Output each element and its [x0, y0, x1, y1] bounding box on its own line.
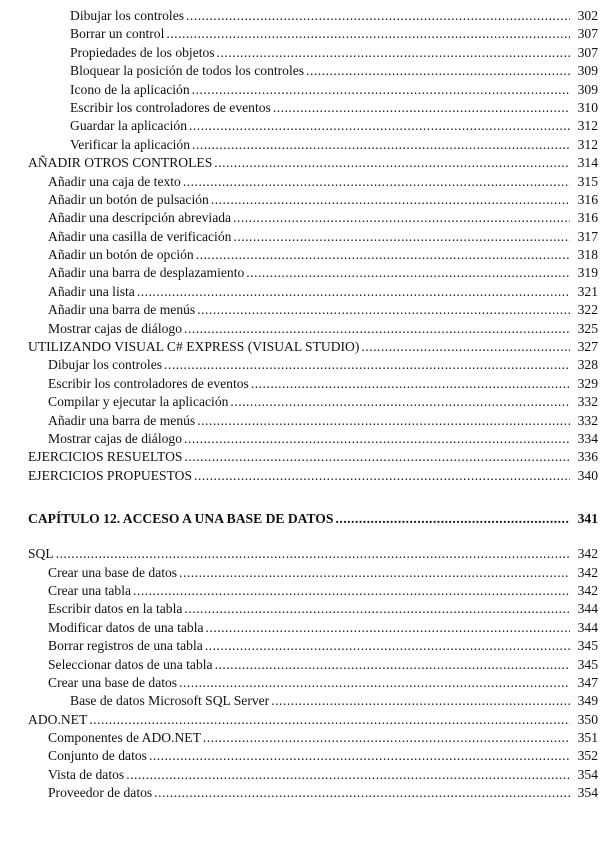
toc-entry-leader	[0, 246, 570, 264]
toc-dot-leader	[89, 711, 570, 729]
toc-dot-leader	[192, 136, 570, 154]
toc-entry	[0, 25, 600, 43]
toc-entry-leader	[0, 173, 570, 191]
toc-entry-leader	[0, 136, 570, 154]
toc-entry	[0, 674, 600, 692]
toc-entry-title: Crear una base de datos	[48, 564, 179, 582]
toc-entry	[0, 711, 600, 729]
toc-entry-title: Mostrar cajas de diálogo	[48, 430, 184, 448]
toc-chapter-entry	[0, 507, 600, 531]
toc-entry-leader	[0, 7, 570, 25]
toc-entry-leader	[0, 356, 570, 374]
toc-entry-title: Añadir una barra de desplazamiento	[48, 264, 246, 282]
toc-dot-leader	[205, 637, 570, 655]
toc-entry-page: 312	[577, 136, 598, 152]
toc-entry-page: 332	[577, 412, 598, 428]
toc-entry-title: Escribir los controladores de eventos	[48, 375, 251, 393]
toc-entry-page: 344	[577, 619, 598, 635]
toc-entry	[0, 62, 600, 80]
toc-entry-title: Bloquear la posición de todos los controles	[70, 62, 306, 80]
toc-entry	[0, 228, 600, 246]
toc-entry	[0, 766, 600, 784]
toc-entry-leader	[0, 582, 570, 600]
toc-entry-title: UTILIZANDO VISUAL C# EXPRESS (VISUAL STUDIO)	[28, 338, 361, 356]
toc-entry-title: SQL	[28, 545, 56, 563]
toc-entry-leader	[0, 154, 570, 172]
toc-entry-page: 349	[577, 693, 598, 709]
toc-entry-title: Crear una base de datos	[48, 674, 179, 692]
toc-dot-leader	[137, 283, 570, 301]
spacer	[0, 485, 600, 507]
toc-entry	[0, 44, 600, 62]
toc-dot-leader	[217, 44, 570, 62]
toc-dot-leader	[246, 264, 570, 282]
toc-dot-leader	[154, 784, 570, 802]
toc-entry-leader	[0, 711, 570, 729]
toc-entry-title: Escribir los controladores de eventos	[70, 99, 273, 117]
toc-entry-page: 354	[577, 766, 598, 782]
toc-entry	[0, 412, 600, 430]
toc-entry-title: Añadir una barra de menús	[48, 412, 197, 430]
toc-entry	[0, 136, 600, 154]
toc-entry-page: 354	[577, 785, 598, 801]
toc-entry	[0, 729, 600, 747]
toc-entry-title: Añadir un botón de opción	[48, 246, 196, 264]
toc-entry-title: Icono de la aplicación	[70, 81, 192, 99]
toc-dot-leader	[56, 545, 570, 563]
toc-dot-leader	[179, 674, 570, 692]
toc-entry-title: Añadir una lista	[48, 283, 137, 301]
toc-entry-title: Seleccionar datos de una tabla	[48, 656, 215, 674]
toc-entry-leader	[0, 467, 570, 485]
toc-entry	[0, 320, 600, 338]
toc-entry	[0, 619, 600, 637]
toc-entry-leader	[0, 784, 570, 802]
toc-entry-title: Crear una tabla	[48, 582, 133, 600]
toc-entry	[0, 246, 600, 264]
toc-entry-page: 334	[577, 430, 598, 446]
toc-entry-title: EJERCICIOS PROPUESTOS	[28, 467, 194, 485]
toc-entry-leader	[0, 448, 570, 466]
toc-entry-leader	[0, 320, 570, 338]
toc-entry-leader	[0, 430, 570, 448]
toc-entry-leader	[0, 62, 570, 80]
toc-dot-leader	[164, 356, 570, 374]
toc-entry-title: Compilar y ejecutar la aplicación	[48, 393, 230, 411]
toc-entry-title: AÑADIR OTROS CONTROLES	[28, 154, 214, 172]
toc-entry-leader	[0, 191, 570, 209]
toc-dot-leader	[179, 564, 570, 582]
table-of-contents	[0, 7, 600, 803]
toc-entry-page: 327	[577, 339, 598, 355]
toc-entry-page: 325	[577, 320, 598, 336]
toc-entry-page: 319	[577, 265, 598, 281]
toc-entry-title: Guardar la aplicación	[70, 117, 189, 135]
toc-entry-leader	[0, 674, 570, 692]
toc-entry-title: Añadir una descripción abreviada	[48, 209, 233, 227]
toc-entry-title: Dibujar los controles	[48, 356, 164, 374]
toc-entry-title: Mostrar cajas de diálogo	[48, 320, 184, 338]
toc-dot-leader	[194, 467, 570, 485]
toc-entry-page: 310	[577, 99, 598, 115]
toc-entry-title: EJERCICIOS RESUELTOS	[28, 448, 184, 466]
toc-dot-leader	[184, 448, 570, 466]
toc-entry-leader	[0, 44, 570, 62]
toc-dot-leader	[271, 692, 570, 710]
toc-entry-title: Proveedor de datos	[48, 784, 154, 802]
toc-dot-leader	[126, 766, 570, 784]
toc-entry-page: 347	[577, 674, 598, 690]
toc-entry	[0, 448, 600, 466]
toc-dot-leader	[189, 117, 570, 135]
toc-entry-page: 328	[577, 357, 598, 373]
toc-entry-page: 332	[577, 394, 598, 410]
toc-entry	[0, 430, 600, 448]
toc-dot-leader	[166, 25, 570, 43]
toc-entry-title: Añadir una caja de texto	[48, 173, 183, 191]
toc-entry-page: 345	[577, 656, 598, 672]
toc-entry-leader	[0, 117, 570, 135]
toc-entry	[0, 600, 600, 618]
toc-entry-title: Añadir un botón de pulsación	[48, 191, 211, 209]
toc-entry-page: 342	[577, 582, 598, 598]
toc-dot-leader	[233, 209, 570, 227]
toc-entry-title: Modificar datos de una tabla	[48, 619, 206, 637]
toc-dot-leader	[251, 375, 570, 393]
toc-entry-leader	[0, 766, 570, 784]
toc-entry-page: 317	[577, 228, 598, 244]
toc-entry	[0, 375, 600, 393]
toc-entry-page: 352	[577, 748, 598, 764]
toc-dot-leader	[273, 99, 570, 117]
toc-entry-page: 322	[577, 302, 598, 318]
toc-entry-page: 307	[577, 44, 598, 60]
toc-entry-leader	[0, 545, 570, 563]
toc-entry-page: 329	[577, 375, 598, 391]
toc-dot-leader	[196, 246, 570, 264]
toc-entry	[0, 154, 600, 172]
toc-entry-page: 315	[577, 173, 598, 189]
toc-dot-leader	[184, 600, 570, 618]
toc-entry-title: ADO.NET	[28, 711, 89, 729]
toc-dot-leader	[197, 301, 570, 319]
toc-entry	[0, 784, 600, 802]
toc-entry	[0, 692, 600, 710]
toc-entry	[0, 301, 600, 319]
toc-dot-leader	[149, 747, 570, 765]
toc-entry-leader	[0, 81, 570, 99]
toc-entry-page: 318	[577, 247, 598, 263]
toc-entry-leader	[0, 564, 570, 582]
toc-entry	[0, 393, 600, 411]
toc-entry	[0, 117, 600, 135]
toc-entry-page: 342	[577, 546, 598, 562]
toc-entry-page: 302	[577, 8, 598, 23]
toc-entry-leader	[0, 692, 570, 710]
toc-entry-leader	[0, 412, 570, 430]
toc-entry-leader	[0, 99, 570, 117]
toc-entry	[0, 99, 600, 117]
toc-entry-title: Añadir una barra de menús	[48, 301, 197, 319]
toc-entry-page: 336	[577, 449, 598, 465]
toc-entry-leader	[0, 25, 570, 43]
toc-entry-leader	[0, 375, 570, 393]
toc-entry-page: 307	[577, 26, 598, 42]
toc-entry	[0, 283, 600, 301]
toc-entry-page: 314	[577, 155, 598, 171]
toc-dot-leader	[183, 173, 570, 191]
toc-entry-leader	[0, 729, 570, 747]
toc-entry	[0, 264, 600, 282]
toc-entry-leader	[0, 209, 570, 227]
toc-entry-title: Borrar registros de una tabla	[48, 637, 205, 655]
toc-entry	[0, 338, 600, 356]
toc-dot-leader	[133, 582, 570, 600]
toc-entry	[0, 637, 600, 655]
toc-entry-page: 345	[577, 638, 598, 654]
toc-dot-leader	[361, 338, 570, 356]
toc-entry-title: Componentes de ADO.NET	[48, 729, 203, 747]
toc-entry	[0, 582, 600, 600]
toc-entry-page: 309	[577, 63, 598, 79]
toc-entry-page: 351	[577, 730, 598, 746]
toc-entry-leader	[0, 301, 570, 319]
toc-dot-leader	[186, 7, 570, 25]
toc-entry-title: Conjunto de datos	[48, 747, 149, 765]
toc-entry	[0, 467, 600, 485]
toc-entry-leader	[0, 283, 570, 301]
toc-entry-leader	[0, 637, 570, 655]
toc-entry-page: 344	[577, 601, 598, 617]
toc-entry-title: Añadir una casilla de verificación	[48, 228, 233, 246]
toc-entry	[0, 81, 600, 99]
toc-entry-leader	[0, 507, 570, 531]
toc-entry	[0, 356, 600, 374]
toc-entry	[0, 191, 600, 209]
toc-dot-leader	[184, 320, 570, 338]
toc-dot-leader	[203, 729, 570, 747]
toc-entry-title: Escribir datos en la tabla	[48, 600, 184, 618]
toc-entry	[0, 209, 600, 227]
toc-dot-leader	[192, 81, 570, 99]
toc-dot-leader	[230, 393, 570, 411]
toc-dot-leader	[335, 507, 570, 531]
toc-entry-title: Vista de datos	[48, 766, 126, 784]
spacer	[0, 531, 600, 545]
toc-entry-leader	[0, 600, 570, 618]
toc-entry-page: 309	[577, 81, 598, 97]
toc-entry-leader	[0, 228, 570, 246]
toc-entry	[0, 747, 600, 765]
toc-dot-leader	[206, 619, 570, 637]
toc-entry-title: CAPÍTULO 12. ACCESO A UNA BASE DE DATOS	[28, 507, 335, 531]
toc-entry-page: 341	[577, 511, 598, 527]
toc-entry-title: Propiedades de los objetos	[70, 44, 217, 62]
toc-entry-leader	[0, 747, 570, 765]
toc-entry-page: 342	[577, 564, 598, 580]
toc-dot-leader	[197, 412, 570, 430]
toc-dot-leader	[233, 228, 570, 246]
toc-entry-title: Dibujar los controles	[70, 7, 186, 25]
toc-entry-page: 350	[577, 711, 598, 727]
toc-entry	[0, 656, 600, 674]
toc-entry-title: Borrar un control	[70, 25, 166, 43]
toc-dot-leader	[215, 656, 570, 674]
toc-dot-leader	[306, 62, 570, 80]
toc-entry-page: 312	[577, 118, 598, 134]
toc-dot-leader	[214, 154, 570, 172]
toc-entry	[0, 564, 600, 582]
toc-entry	[0, 173, 600, 191]
toc-entry-page: 340	[577, 467, 598, 483]
toc-entry-title: Base de datos Microsoft SQL Server	[70, 692, 271, 710]
toc-entry-leader	[0, 264, 570, 282]
toc-entry-title: Verificar la aplicación	[70, 136, 192, 154]
toc-entry	[0, 545, 600, 563]
toc-entry-leader	[0, 656, 570, 674]
toc-dot-leader	[184, 430, 570, 448]
toc-entry	[0, 7, 600, 25]
toc-entry-page: 316	[577, 191, 598, 207]
toc-entry-leader	[0, 338, 570, 356]
toc-entry-page: 321	[577, 283, 598, 299]
toc-entry-page: 316	[577, 210, 598, 226]
toc-entry-leader	[0, 393, 570, 411]
toc-dot-leader	[211, 191, 570, 209]
toc-entry-leader	[0, 619, 570, 637]
